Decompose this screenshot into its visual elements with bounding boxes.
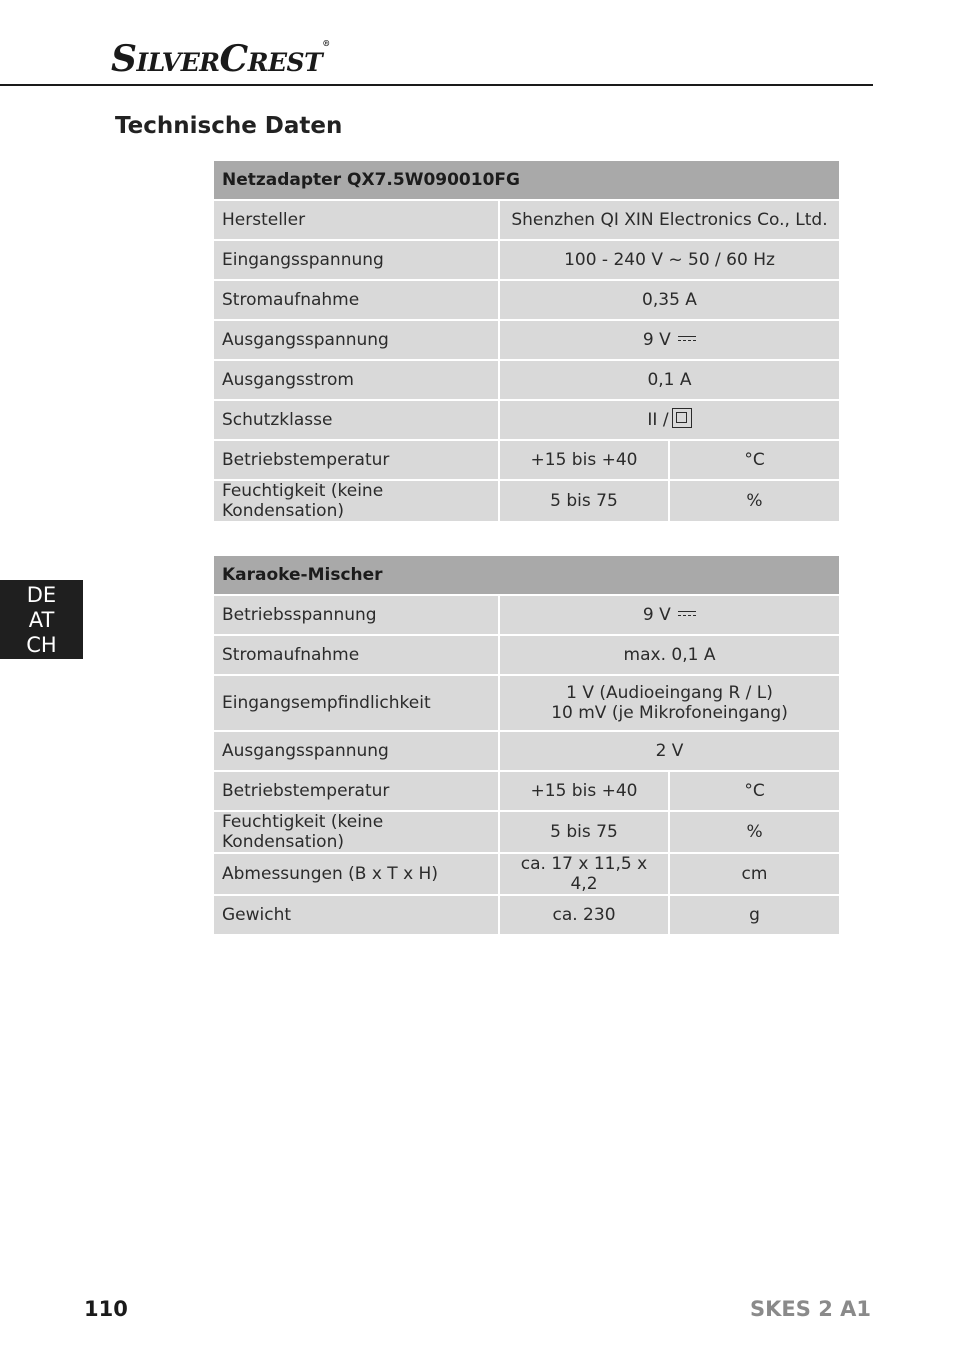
page-number: 110 bbox=[84, 1297, 128, 1321]
row-value: +15 bis +40 bbox=[499, 771, 669, 811]
table-row bbox=[213, 400, 840, 440]
language-tab bbox=[0, 580, 83, 659]
row-label: Ausgangsspannung bbox=[213, 731, 499, 771]
table-row bbox=[213, 480, 840, 522]
row-label: Schutzklasse bbox=[213, 400, 499, 440]
row-value: ca. 230 bbox=[499, 895, 669, 935]
row-label: Stromaufnahme bbox=[213, 280, 499, 320]
table-row bbox=[213, 200, 840, 240]
row-value: 9 V bbox=[499, 595, 840, 635]
table-heading: Karaoke-Mischer bbox=[213, 555, 840, 595]
row-label: Stromaufnahme bbox=[213, 635, 499, 675]
row-label: Feuchtigkeit (keine Kondensation) bbox=[213, 480, 499, 522]
row-unit: % bbox=[669, 480, 840, 522]
row-label: Abmessungen (B x T x H) bbox=[213, 853, 499, 895]
table-row bbox=[213, 771, 840, 811]
row-value: 100 - 240 V ~ 50 / 60 Hz bbox=[499, 240, 840, 280]
row-label: Feuchtigkeit (keine Kondensation) bbox=[213, 811, 499, 853]
row-label: Hersteller bbox=[213, 200, 499, 240]
row-unit: °C bbox=[669, 771, 840, 811]
table-row bbox=[213, 360, 840, 400]
language-code: DE bbox=[26, 583, 57, 607]
power-adapter-table bbox=[212, 159, 841, 523]
row-value: 0,1 A bbox=[499, 360, 840, 400]
brand-logo: SILVERCREST® bbox=[111, 38, 330, 80]
row-unit: g bbox=[669, 895, 840, 935]
row-value: II / bbox=[499, 400, 840, 440]
dc-symbol-icon bbox=[678, 336, 696, 342]
row-value: +15 bis +40 bbox=[499, 440, 669, 480]
table-heading: Netzadapter QX7.5W090010FG bbox=[213, 160, 840, 200]
table-row bbox=[213, 240, 840, 280]
row-value: ca. 17 x 11,5 x 4,2 bbox=[499, 853, 669, 895]
row-unit: cm bbox=[669, 853, 840, 895]
table-row bbox=[213, 895, 840, 935]
row-label: Eingangsspannung bbox=[213, 240, 499, 280]
row-label: Betriebstemperatur bbox=[213, 771, 499, 811]
row-unit: % bbox=[669, 811, 840, 853]
protection-class-2-icon bbox=[672, 408, 692, 428]
row-value: 5 bis 75 bbox=[499, 811, 669, 853]
row-value: max. 0,1 A bbox=[499, 635, 840, 675]
row-value: 5 bis 75 bbox=[499, 480, 669, 522]
table-row bbox=[213, 811, 840, 853]
table-row bbox=[213, 731, 840, 771]
header-rule bbox=[0, 84, 873, 86]
row-value: 0,35 A bbox=[499, 280, 840, 320]
table-row bbox=[213, 675, 840, 731]
karaoke-mixer-table bbox=[212, 554, 841, 936]
row-label: Betriebsspannung bbox=[213, 595, 499, 635]
page-title: Technische Daten bbox=[115, 113, 343, 139]
model-name: SKES 2 A1 bbox=[750, 1297, 871, 1321]
table-row bbox=[213, 635, 840, 675]
row-label: Gewicht bbox=[213, 895, 499, 935]
row-value: 9 V bbox=[499, 320, 840, 360]
table-row bbox=[213, 595, 840, 635]
row-unit: °C bbox=[669, 440, 840, 480]
row-label: Ausgangsspannung bbox=[213, 320, 499, 360]
language-code: AT bbox=[28, 608, 55, 632]
row-value: 2 V bbox=[499, 731, 840, 771]
row-label: Ausgangsstrom bbox=[213, 360, 499, 400]
table-row bbox=[213, 440, 840, 480]
row-label: Betriebstemperatur bbox=[213, 440, 499, 480]
row-label: Eingangsempfindlichkeit bbox=[213, 675, 499, 731]
table-row bbox=[213, 320, 840, 360]
row-value: 1 V (Audioeingang R / L) 10 mV (je Mikrofoneingang) bbox=[499, 675, 840, 731]
table-row bbox=[213, 853, 840, 895]
row-value: Shenzhen QI XIN Electronics Co., Ltd. bbox=[499, 200, 840, 240]
table-row bbox=[213, 280, 840, 320]
language-code: CH bbox=[26, 633, 57, 657]
dc-symbol-icon bbox=[678, 611, 696, 617]
